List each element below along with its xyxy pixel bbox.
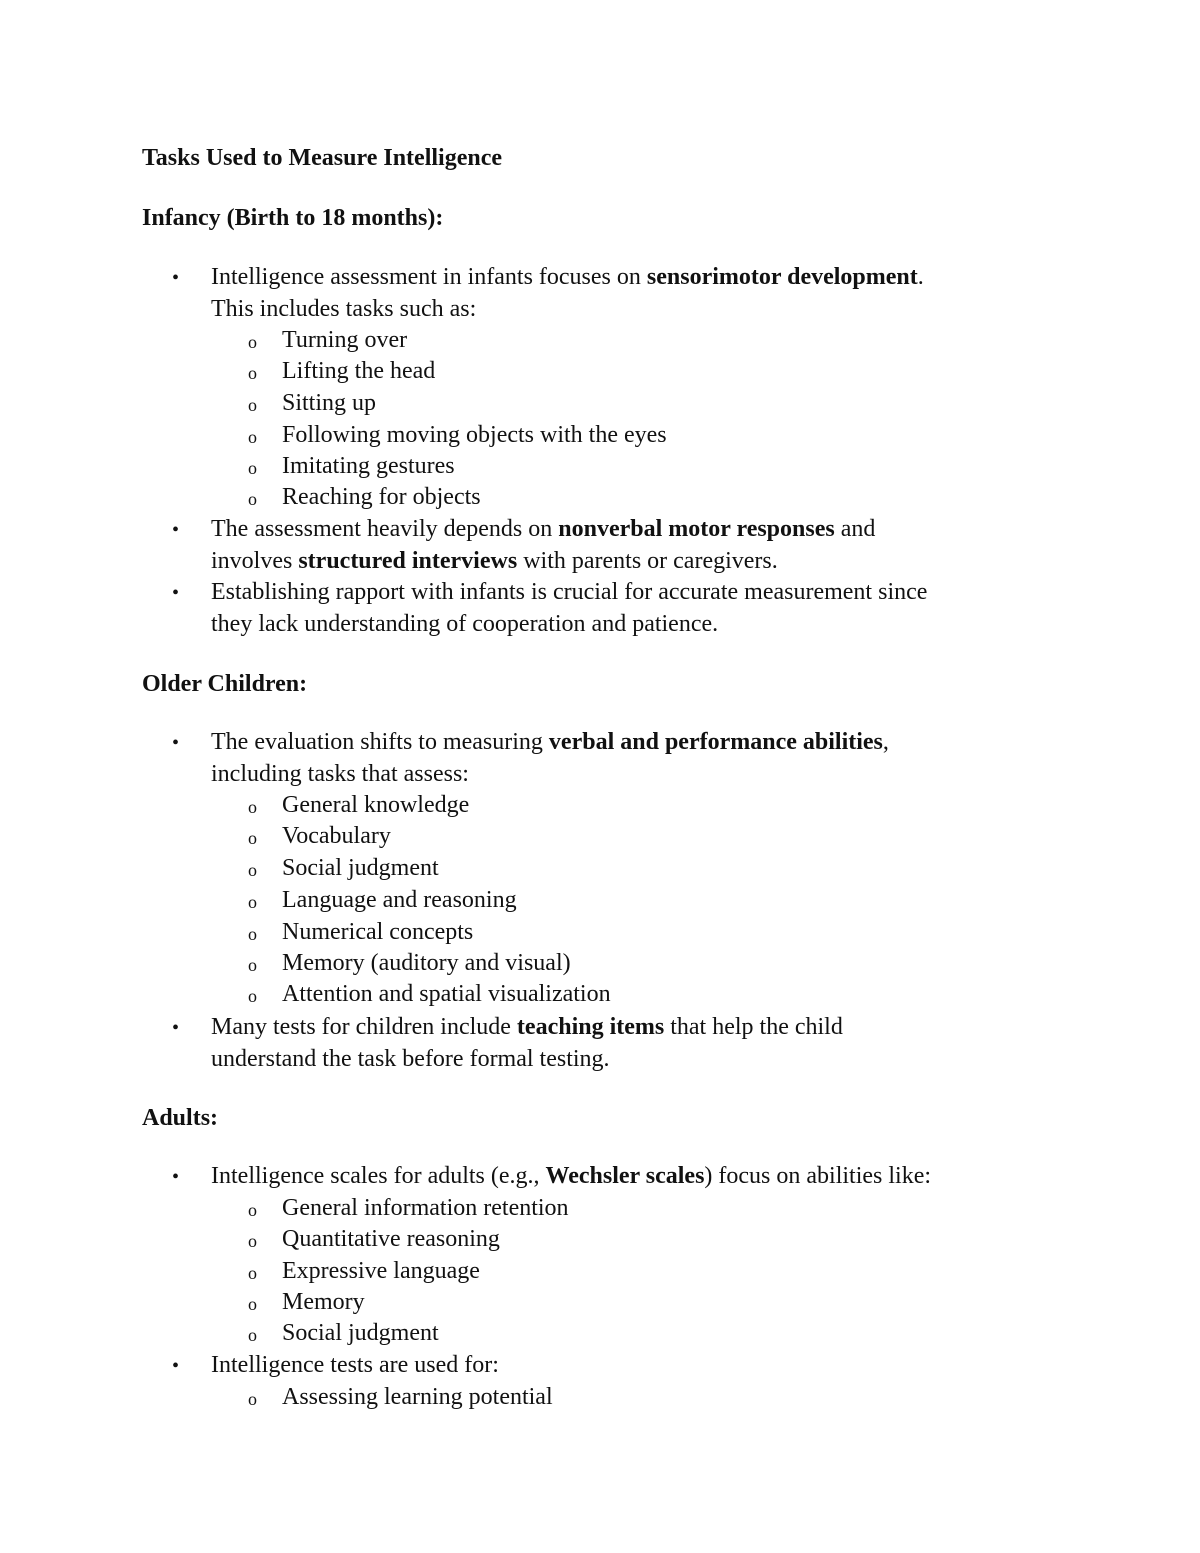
sub-list-item: Assessing learning potential xyxy=(282,1384,553,1410)
bullet-text: Many tests for children include teaching items that help the child xyxy=(211,1014,843,1040)
circle-bullet-icon: o xyxy=(248,797,257,817)
circle-bullet-icon: o xyxy=(248,427,257,447)
document-title: Tasks Used to Measure Intelligence xyxy=(142,145,502,171)
circle-bullet-icon: o xyxy=(248,892,257,912)
circle-bullet-icon: o xyxy=(248,955,257,975)
sub-list-item: Vocabulary xyxy=(282,823,391,849)
sub-list-item: Numerical concepts xyxy=(282,919,474,945)
sub-list-item: Expressive language xyxy=(282,1258,480,1284)
sub-list-item: Memory xyxy=(282,1289,365,1315)
bullet-text-continued: understand the task before formal testing. xyxy=(211,1046,610,1072)
section-heading-infancy: Infancy (Birth to 18 months): xyxy=(142,205,444,231)
bullet-icon: • xyxy=(172,582,180,604)
circle-bullet-icon: o xyxy=(248,1231,257,1251)
sub-list-item: Social judgment xyxy=(282,855,439,881)
bullet-icon: • xyxy=(172,1166,180,1188)
bullet-text-continued: including tasks that assess: xyxy=(211,761,469,787)
bullet-text-continued: involves structured interviews with parents or caregivers. xyxy=(211,548,778,574)
circle-bullet-icon: o xyxy=(248,458,257,478)
circle-bullet-icon: o xyxy=(248,395,257,415)
sub-list-item: Social judgment xyxy=(282,1320,439,1346)
circle-bullet-icon: o xyxy=(248,860,257,880)
bullet-text: Intelligence assessment in infants focuses on sensorimotor development. xyxy=(211,264,924,290)
circle-bullet-icon: o xyxy=(248,924,257,944)
sub-list-item: Memory (auditory and visual) xyxy=(282,950,571,976)
circle-bullet-icon: o xyxy=(248,332,257,352)
bold-term: structured interviews xyxy=(298,548,518,574)
bold-term: teaching items xyxy=(516,1014,665,1040)
circle-bullet-icon: o xyxy=(248,1325,257,1345)
sub-list-item: Turning over xyxy=(282,327,408,353)
bullet-text-continued: This includes tasks such as: xyxy=(211,296,477,322)
bold-term: sensorimotor development xyxy=(646,264,918,290)
bullet-text: Intelligence scales for adults (e.g., Wechsler scales) focus on abilities like: xyxy=(211,1163,932,1189)
bullet-icon: • xyxy=(172,267,180,289)
section-heading-older-children: Older Children: xyxy=(142,671,308,697)
bold-term: verbal and performance abilities xyxy=(548,729,883,755)
sub-list-item: Imitating gestures xyxy=(282,453,455,479)
circle-bullet-icon: o xyxy=(248,363,257,383)
bullet-icon: • xyxy=(172,1355,180,1377)
section-heading-adults: Adults: xyxy=(142,1105,219,1131)
bullet-icon: • xyxy=(172,1017,180,1039)
circle-bullet-icon: o xyxy=(248,1294,257,1314)
bullet-text: The assessment heavily depends on nonverbal motor responses and xyxy=(211,516,876,542)
sub-list-item: Quantitative reasoning xyxy=(282,1226,500,1252)
sub-list-item: General knowledge xyxy=(282,792,470,818)
bullet-icon: • xyxy=(172,519,180,541)
bullet-text: Intelligence tests are used for: xyxy=(211,1352,499,1378)
bold-term: Wechsler scales xyxy=(545,1163,705,1189)
circle-bullet-icon: o xyxy=(248,1200,257,1220)
circle-bullet-icon: o xyxy=(248,1389,257,1409)
bold-term: nonverbal motor responses xyxy=(558,516,835,542)
circle-bullet-icon: o xyxy=(248,986,257,1006)
bullet-text-continued: they lack understanding of cooperation and patience. xyxy=(211,611,719,637)
bullet-text: The evaluation shifts to measuring verbal and performance abilities, xyxy=(211,729,889,755)
sub-list-item: Sitting up xyxy=(282,390,377,416)
sub-list-item: Attention and spatial visualization xyxy=(282,981,611,1007)
sub-list-item: Language and reasoning xyxy=(282,887,517,913)
sub-list-item: Lifting the head xyxy=(282,358,436,384)
sub-list-item: General information retention xyxy=(282,1195,569,1221)
sub-list-item: Reaching for objects xyxy=(282,484,481,510)
bullet-icon: • xyxy=(172,732,180,754)
circle-bullet-icon: o xyxy=(248,828,257,848)
circle-bullet-icon: o xyxy=(248,489,257,509)
circle-bullet-icon: o xyxy=(248,1263,257,1283)
bullet-text: Establishing rapport with infants is crucial for accurate measurement since xyxy=(211,579,928,605)
sub-list-item: Following moving objects with the eyes xyxy=(282,422,667,448)
